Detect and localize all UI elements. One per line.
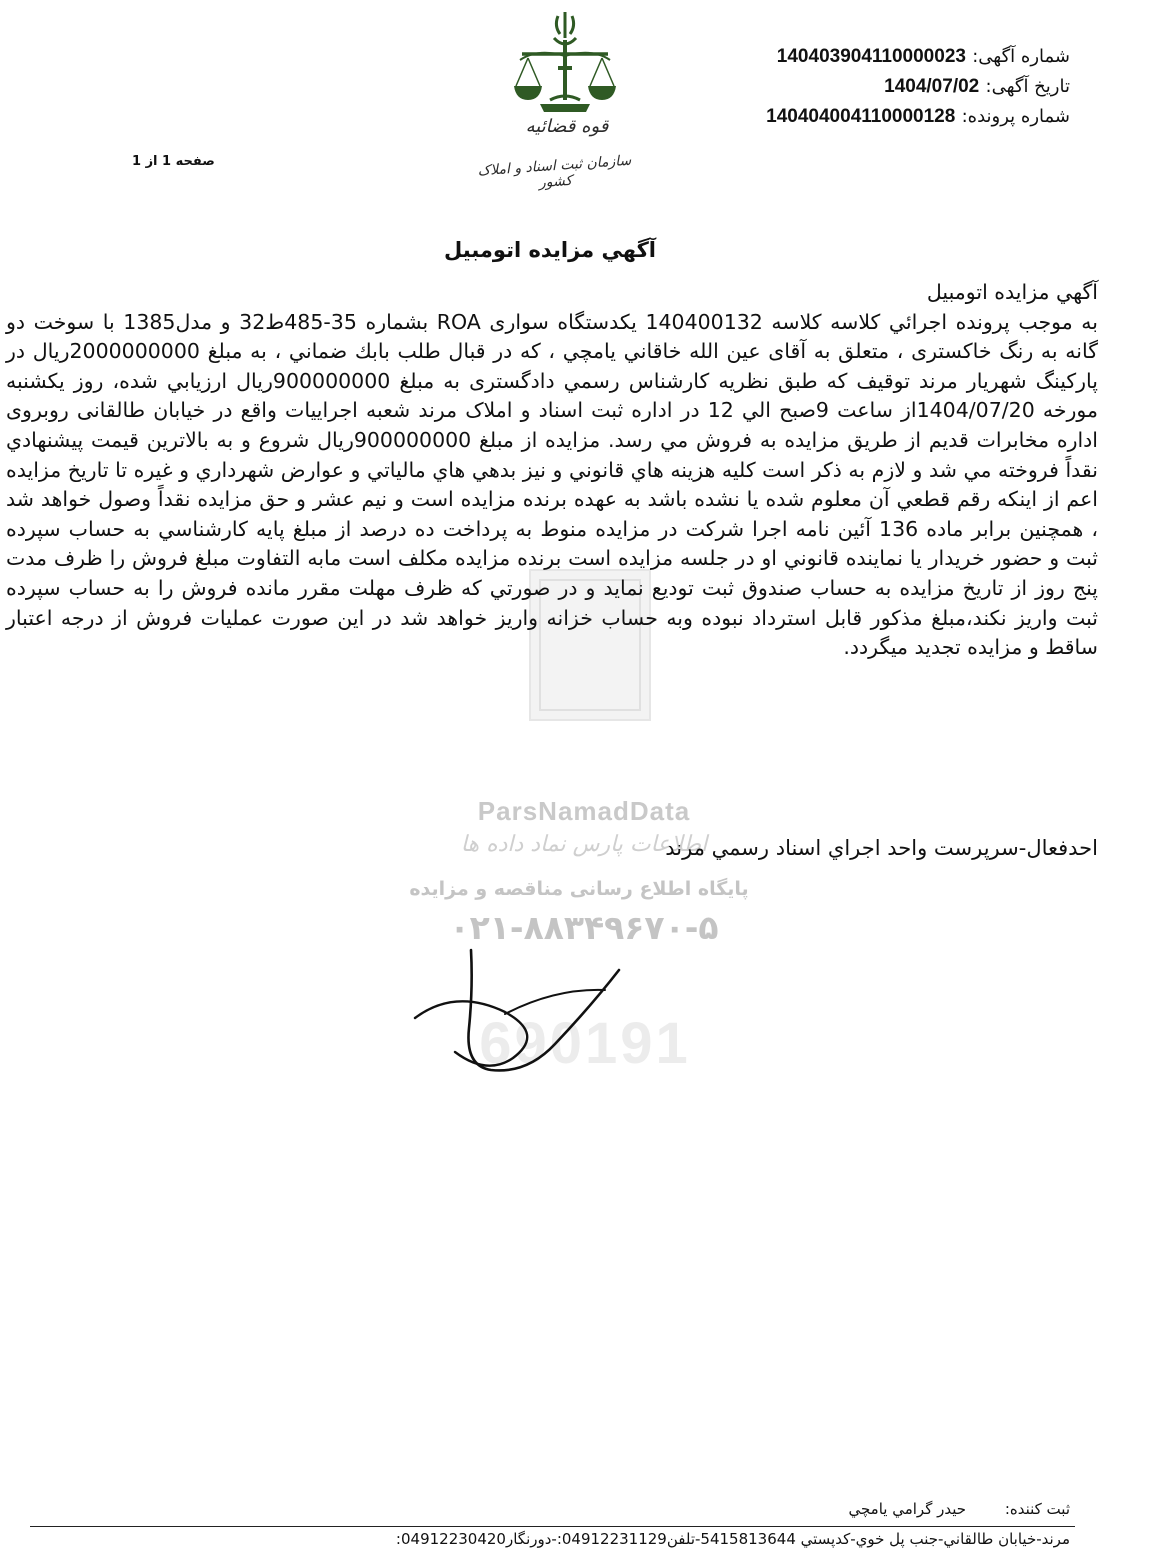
watermark-number: 690191 <box>479 1011 691 1076</box>
watermark-line-2: پایگاه اطلاع رسانی مناقصه و مزایده <box>409 878 749 900</box>
file-number: 140404004110000128 <box>766 106 956 127</box>
watermark-line-1: اطلاعات پارس نماد داده ها <box>460 832 708 857</box>
file-number-label: شماره پرونده: <box>961 106 1070 127</box>
footer-divider <box>30 1526 1075 1527</box>
document-title: آگهي مزايده اتومبيل <box>444 238 656 262</box>
notice-number-label: شماره آگهی: <box>972 46 1070 67</box>
scales-of-justice-icon <box>510 8 620 120</box>
judiciary-emblem <box>470 8 640 198</box>
footer-address: مرند-خيابان طالقاني-جنب پل خوي-كدپستي 5415813644-تلفن04912231129:-دورنگار04912230420: <box>395 1530 1070 1548</box>
page-indicator: صفحه 1 از 1 <box>132 154 215 169</box>
notice-date: 1404/07/02 <box>884 76 980 97</box>
signer-line: احدفعال-سرپرست واحد اجراي اسناد رسمي مرند <box>665 836 1098 860</box>
body-heading: آگهي مزايده اتومبيل <box>926 280 1098 304</box>
notice-date-row <box>884 76 1070 98</box>
registrar-label: ثبت كننده: <box>1004 1500 1070 1518</box>
emblem-line-1: قوه قضائیه <box>525 116 609 137</box>
notice-number: 140403904110000023 <box>776 46 966 67</box>
notice-number-row <box>777 46 1070 68</box>
notice-body <box>6 278 1098 663</box>
watermark-brand: ParsNamadData <box>477 796 691 826</box>
handwritten-signature <box>395 948 655 1088</box>
body-paragraph: به موجب پرونده اجرائي كلاسه كلاسه 140400132 يكدستگاه سواری ROA بشماره 35-485ط32 و مدل1385 با سوخت دو گانه به رنگ خاكستری ، متعلق به آقای عين الله خاقاني يامچي ، كه در قبال طلب بابك ضماني ، به مبلغ 2000000000ريال در پاركينگ شهريار مرند توقيف كه طبق نظريه كارشناس رسمي دادگستری به مبلغ 900000000ريال ارزيابي شده، روز يكشنبه مورخه 1404/07/20از ساعت 9صبح الي 12 در اداره ثبت اسناد و املاک مرند شعبه اجراييات واقع در خيابان طالقانی روبروی اداره مخابرات قديم از طريق مزايده به فروش مي رسد. مزايده از مبلغ 900000000ريال شروع و به بالاترين قيمت پيشنهادي نقداً فروخته مي شد و لازم به ذكر است كليه هزينه هاي قانوني و نيز بدهي هاي مالياتي و عوارض شهرداري و غيره تا تاريخ مزايده اعم از اينكه رقم قطعي آن معلوم شده يا نشده باشد به عهده برنده مزايده است و نيم عشر و حق مزايده نقداً وصول خواهد شد ، همچنين برابر ماده 136 آئين نامه اجرا شركت در مزايده منوط به پرداخت ده درصد از مبلغ پايه كارشناسي به حساب سپرده ثبت و حضور خريدار يا نماينده قانوني او در جلسه مزايده است برنده مزايده مكلف است مابه التفاوت مبلغ فروش را ظرف مدت پنج روز از تاريخ مزايده به حساب صندوق ثبت توديع نمايد و در صورتي كه ظرف مهلت مقرر مانده فروش را به حساب سپرده ثبت واريز نكند،مبلغ مذكور قابل استرداد نبوده وبه حساب خزانه واريز خواهد شد در اين صورت عمليات فروش از درجه اعتبار ساقط و مزايده تجديد ميگردد. <box>6 309 1099 660</box>
notice-date-label: تاریخ آگهی: <box>985 76 1070 97</box>
file-number-row <box>766 106 1070 128</box>
registrar-name: حيدر گرامي يامچي <box>848 1500 967 1518</box>
registrar-row <box>848 1500 1070 1518</box>
emblem-line-2: سازمان ثبت اسناد و املاک کشور <box>477 152 632 192</box>
watermark-phone: ۰۲۱-۸۸۳۴۹۶۷۰-۵ <box>449 908 719 947</box>
